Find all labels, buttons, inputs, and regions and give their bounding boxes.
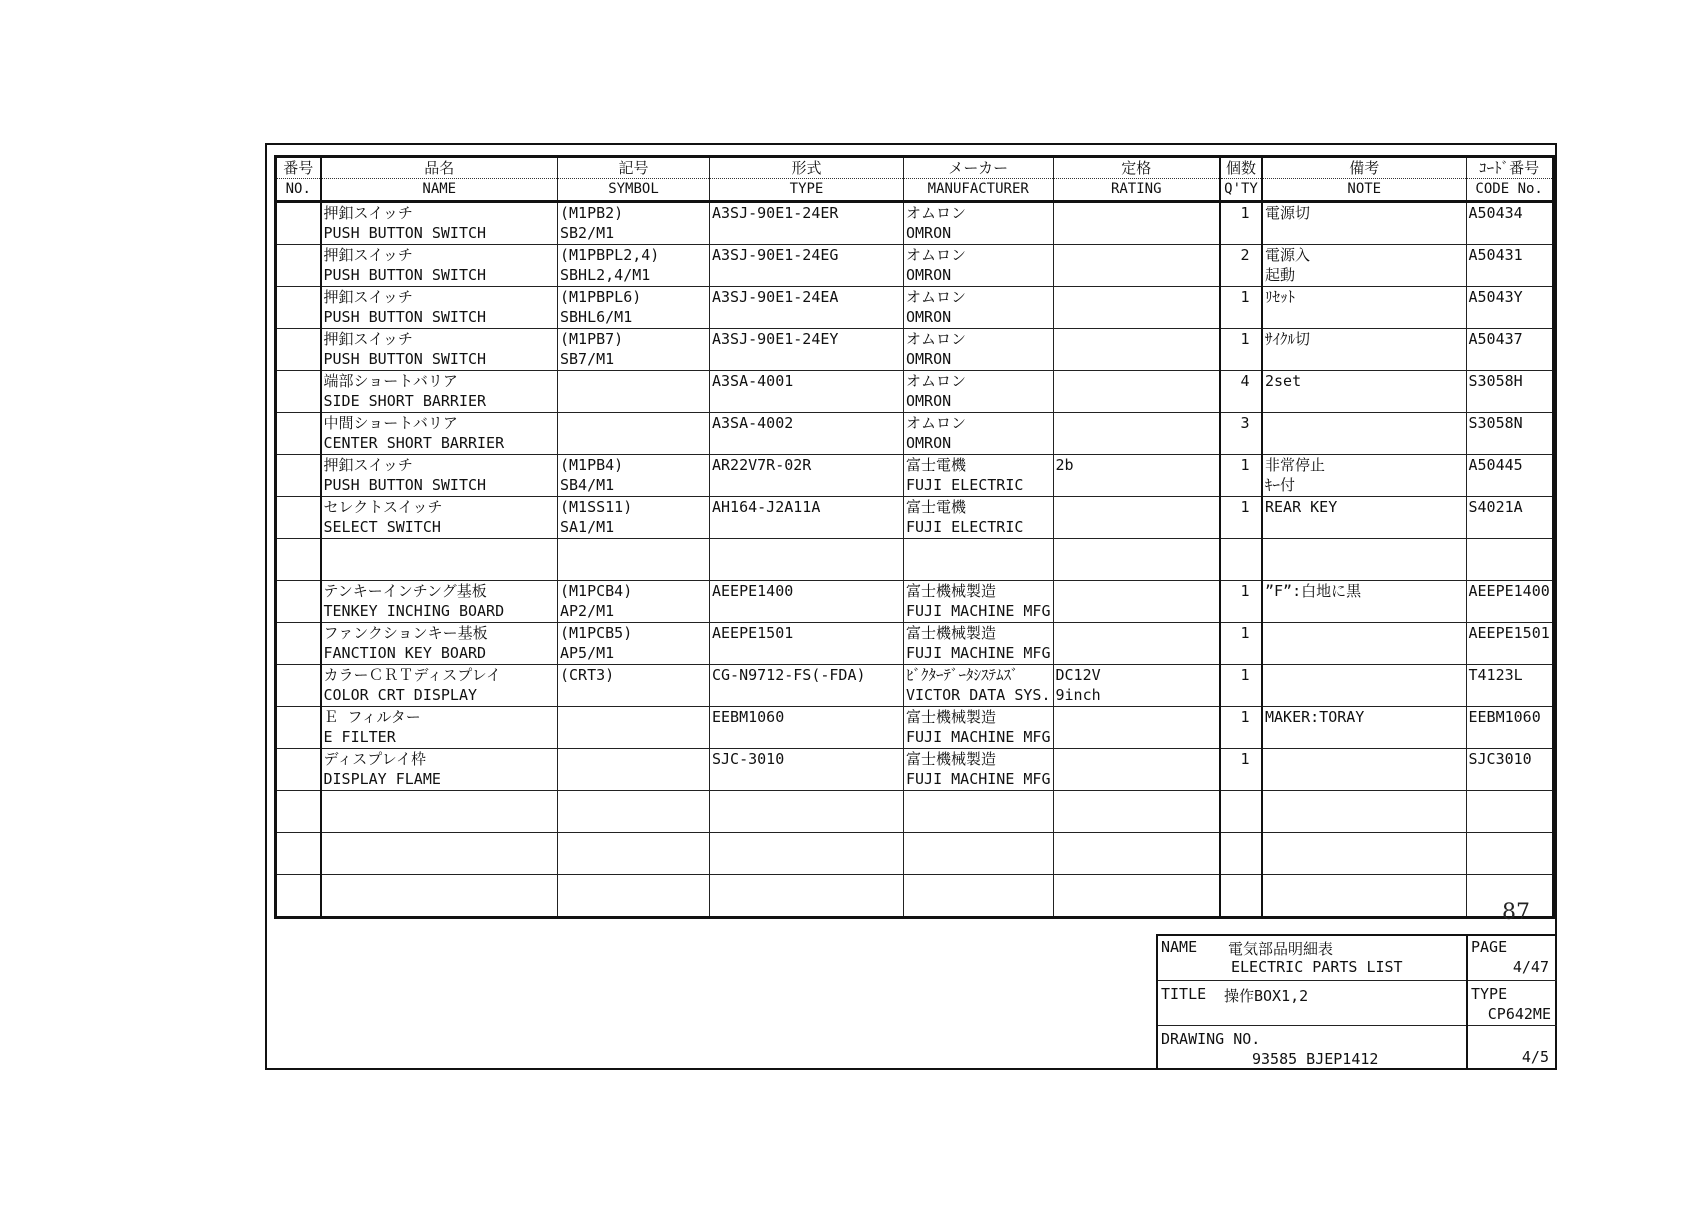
row-name-cell: セレクトスイッチ SELECT SWITCH bbox=[321, 497, 558, 539]
row-type-cell: SJC-3010 bbox=[710, 749, 904, 791]
row-symbol-cell bbox=[558, 707, 710, 749]
row-type-cell: A3SA-4002 bbox=[710, 413, 904, 455]
row-note-cell: 非常停止 ｷｰ付 bbox=[1262, 455, 1466, 497]
name-en: ELECTRIC PARTS LIST bbox=[1231, 958, 1403, 976]
row-no-cell bbox=[276, 665, 321, 707]
row-note-cell: ﾘｾｯﾄ bbox=[1262, 287, 1466, 329]
table-row bbox=[276, 413, 1554, 455]
row-maker-cell: オムロン OMRON bbox=[904, 371, 1054, 413]
table-row bbox=[276, 497, 1554, 539]
row-no-cell bbox=[276, 202, 321, 245]
type-value: CP642ME bbox=[1487, 1005, 1551, 1023]
row-maker-cell: 富士電機 FUJI ELECTRIC bbox=[904, 497, 1054, 539]
row-maker-cell bbox=[904, 833, 1054, 875]
row-code-cell: AEEPE1400 bbox=[1466, 581, 1553, 623]
row-maker-cell bbox=[904, 539, 1054, 581]
row-type-cell: EEBM1060 bbox=[710, 707, 904, 749]
row-qty-cell bbox=[1220, 875, 1262, 918]
row-type-cell: A3SJ-90E1-24EG bbox=[710, 245, 904, 287]
row-no-cell bbox=[276, 707, 321, 749]
table-row bbox=[276, 791, 1554, 833]
row-qty-cell: 1 bbox=[1220, 665, 1262, 707]
row-note-cell: 2set bbox=[1262, 371, 1466, 413]
row-type-cell bbox=[710, 875, 904, 918]
row-no-cell bbox=[276, 791, 321, 833]
row-type-cell bbox=[710, 791, 904, 833]
table-row bbox=[276, 749, 1554, 791]
row-maker-cell: オムロン OMRON bbox=[904, 202, 1054, 245]
row-rating-cell bbox=[1053, 707, 1220, 749]
row-note-cell bbox=[1262, 623, 1466, 665]
row-qty-cell: 3 bbox=[1220, 413, 1262, 455]
row-symbol-cell: (M1PB2) SB2/M1 bbox=[558, 202, 710, 245]
col-note-header: 備考 NOTE bbox=[1262, 157, 1466, 202]
name-jp: 電気部品明細表 bbox=[1228, 940, 1334, 958]
row-qty-cell: 1 bbox=[1220, 707, 1262, 749]
row-code-cell bbox=[1466, 539, 1553, 581]
row-rating-cell: 2b bbox=[1053, 455, 1220, 497]
row-name-cell: カラーＣＲＴディスプレイ COLOR CRT DISPLAY bbox=[321, 665, 558, 707]
row-maker-cell bbox=[904, 875, 1054, 918]
row-symbol-cell: (M1PBPL2,4) SBHL2,4/M1 bbox=[558, 245, 710, 287]
row-note-cell bbox=[1262, 539, 1466, 581]
row-name-cell bbox=[321, 875, 558, 918]
row-no-cell bbox=[276, 833, 321, 875]
parts-rows bbox=[276, 202, 1554, 918]
row-symbol-cell bbox=[558, 371, 710, 413]
row-qty-cell: 1 bbox=[1220, 329, 1262, 371]
row-qty-cell bbox=[1220, 833, 1262, 875]
row-note-cell: REAR KEY bbox=[1262, 497, 1466, 539]
row-symbol-cell: (M1PB7) SB7/M1 bbox=[558, 329, 710, 371]
row-qty-cell: 4 bbox=[1220, 371, 1262, 413]
type-label: TYPE bbox=[1471, 985, 1508, 1003]
row-qty-cell: 1 bbox=[1220, 287, 1262, 329]
row-type-cell: AR22V7R-02R bbox=[710, 455, 904, 497]
row-symbol-cell bbox=[558, 539, 710, 581]
row-rating-cell bbox=[1053, 833, 1220, 875]
row-rating-cell bbox=[1053, 202, 1220, 245]
row-type-cell: AEEPE1400 bbox=[710, 581, 904, 623]
row-note-cell: 電源切 bbox=[1262, 202, 1466, 245]
table-row bbox=[276, 707, 1554, 749]
row-maker-cell: ﾋﾞｸﾀｰﾃﾞｰﾀｼｽﾃﾑｽﾞ VICTOR DATA SYS. bbox=[904, 665, 1054, 707]
row-rating-cell bbox=[1053, 245, 1220, 287]
row-symbol-cell: (M1SS11) SA1/M1 bbox=[558, 497, 710, 539]
page-value: 4/47 bbox=[1512, 958, 1549, 976]
table-row bbox=[276, 455, 1554, 497]
row-code-cell: S3058H bbox=[1466, 371, 1553, 413]
row-maker-cell: オムロン OMRON bbox=[904, 245, 1054, 287]
table-row bbox=[276, 329, 1554, 371]
row-note-cell bbox=[1262, 413, 1466, 455]
row-no-cell bbox=[276, 623, 321, 665]
table-row bbox=[276, 287, 1554, 329]
page-label: PAGE bbox=[1471, 938, 1508, 956]
row-name-cell: 押釦スイッチ PUSH BUTTON SWITCH bbox=[321, 329, 558, 371]
row-no-cell bbox=[276, 329, 321, 371]
row-code-cell: A50445 bbox=[1466, 455, 1553, 497]
row-maker-cell bbox=[904, 791, 1054, 833]
row-no-cell bbox=[276, 413, 321, 455]
row-no-cell bbox=[276, 455, 321, 497]
row-maker-cell: オムロン OMRON bbox=[904, 329, 1054, 371]
row-name-cell: 端部ショートバリア SIDE SHORT BARRIER bbox=[321, 371, 558, 413]
row-name-cell: テンキーインチング基板 TENKEY INCHING BOARD bbox=[321, 581, 558, 623]
row-name-cell bbox=[321, 833, 558, 875]
table-row bbox=[276, 202, 1554, 245]
row-qty-cell bbox=[1220, 791, 1262, 833]
row-note-cell: 電源入 起動 bbox=[1262, 245, 1466, 287]
row-type-cell: A3SJ-90E1-24ER bbox=[710, 202, 904, 245]
row-type-cell: A3SJ-90E1-24EA bbox=[710, 287, 904, 329]
row-qty-cell: 2 bbox=[1220, 245, 1262, 287]
title-drawing-section bbox=[1158, 1026, 1466, 1070]
row-code-cell: A5043Y bbox=[1466, 287, 1553, 329]
row-no-cell bbox=[276, 875, 321, 918]
drawing-label: DRAWING NO. bbox=[1161, 1030, 1261, 1048]
handwritten-mark: 87 bbox=[1502, 900, 1530, 925]
row-rating-cell bbox=[1053, 287, 1220, 329]
row-symbol-cell bbox=[558, 875, 710, 918]
row-code-cell: S4021A bbox=[1466, 497, 1553, 539]
col-rating-header: 定格 RATING bbox=[1053, 157, 1220, 202]
name-label: NAME bbox=[1161, 938, 1198, 956]
table-row bbox=[276, 539, 1554, 581]
row-note-cell bbox=[1262, 665, 1466, 707]
row-rating-cell bbox=[1053, 371, 1220, 413]
row-type-cell: A3SJ-90E1-24EY bbox=[710, 329, 904, 371]
row-note-cell bbox=[1262, 875, 1466, 918]
table-row bbox=[276, 665, 1554, 707]
row-note-cell bbox=[1262, 833, 1466, 875]
row-note-cell bbox=[1262, 749, 1466, 791]
row-maker-cell: 富士機械製造 FUJI MACHINE MFG bbox=[904, 623, 1054, 665]
row-qty-cell: 1 bbox=[1220, 623, 1262, 665]
row-name-cell: Ｅ フィルター E FILTER bbox=[321, 707, 558, 749]
title-value: 操作BOX1,2 bbox=[1224, 987, 1309, 1005]
row-qty-cell: 1 bbox=[1220, 202, 1262, 245]
table-row bbox=[276, 581, 1554, 623]
row-rating-cell bbox=[1053, 497, 1220, 539]
col-name-header: 品名 NAME bbox=[321, 157, 558, 202]
row-symbol-cell bbox=[558, 749, 710, 791]
col-type-header: 形式 TYPE bbox=[710, 157, 904, 202]
row-type-cell bbox=[710, 539, 904, 581]
row-type-cell: AEEPE1501 bbox=[710, 623, 904, 665]
row-code-cell bbox=[1466, 833, 1553, 875]
row-name-cell: ファンクションキー基板 FANCTION KEY BOARD bbox=[321, 623, 558, 665]
row-no-cell bbox=[276, 371, 321, 413]
row-code-cell: SJC3010 bbox=[1466, 749, 1553, 791]
row-qty-cell: 1 bbox=[1220, 581, 1262, 623]
row-symbol-cell: (CRT3) bbox=[558, 665, 710, 707]
sheet-value: 4/5 bbox=[1521, 1048, 1549, 1066]
row-name-cell: 押釦スイッチ PUSH BUTTON SWITCH bbox=[321, 245, 558, 287]
row-code-cell: S3058N bbox=[1466, 413, 1553, 455]
table-row bbox=[276, 371, 1554, 413]
row-code-cell: T4123L bbox=[1466, 665, 1553, 707]
row-code-cell: A50431 bbox=[1466, 245, 1553, 287]
row-note-cell: ”F”:白地に黒 bbox=[1262, 581, 1466, 623]
row-rating-cell bbox=[1053, 413, 1220, 455]
row-code-cell bbox=[1466, 791, 1553, 833]
row-name-cell: ディスプレイ枠 DISPLAY FLAME bbox=[321, 749, 558, 791]
row-maker-cell: オムロン OMRON bbox=[904, 287, 1054, 329]
row-symbol-cell: (M1PBPL6) SBHL6/M1 bbox=[558, 287, 710, 329]
col-maker-header: メーカー MANUFACTURER bbox=[904, 157, 1054, 202]
row-note-cell: ｻｲｸﾙ切 bbox=[1262, 329, 1466, 371]
parts-table bbox=[274, 155, 1555, 919]
row-rating-cell bbox=[1053, 623, 1220, 665]
row-symbol-cell: (M1PCB5) AP5/M1 bbox=[558, 623, 710, 665]
row-qty-cell bbox=[1220, 539, 1262, 581]
row-name-cell: 押釦スイッチ PUSH BUTTON SWITCH bbox=[321, 287, 558, 329]
row-symbol-cell bbox=[558, 791, 710, 833]
row-symbol-cell bbox=[558, 833, 710, 875]
row-name-cell: 押釦スイッチ PUSH BUTTON SWITCH bbox=[321, 202, 558, 245]
table-row bbox=[276, 875, 1554, 918]
col-qty-header: 個数 Q'TY bbox=[1220, 157, 1262, 202]
row-code-cell: AEEPE1501 bbox=[1466, 623, 1553, 665]
row-type-cell bbox=[710, 833, 904, 875]
row-rating-cell: DC12V 9inch bbox=[1053, 665, 1220, 707]
row-symbol-cell: (M1PB4) SB4/M1 bbox=[558, 455, 710, 497]
row-rating-cell bbox=[1053, 539, 1220, 581]
title-label: TITLE bbox=[1161, 985, 1207, 1003]
row-name-cell bbox=[321, 539, 558, 581]
row-type-cell: CG-N9712-FS(-FDA) bbox=[710, 665, 904, 707]
row-rating-cell bbox=[1053, 749, 1220, 791]
row-no-cell bbox=[276, 245, 321, 287]
row-type-cell: A3SA-4001 bbox=[710, 371, 904, 413]
row-symbol-cell bbox=[558, 413, 710, 455]
title-block bbox=[1156, 934, 1557, 1070]
table-row bbox=[276, 623, 1554, 665]
col-no-header: 番号 NO. bbox=[276, 157, 321, 202]
row-name-cell bbox=[321, 791, 558, 833]
table-row bbox=[276, 833, 1554, 875]
row-qty-cell: 1 bbox=[1220, 455, 1262, 497]
row-maker-cell: 富士電機 FUJI ELECTRIC bbox=[904, 455, 1054, 497]
row-rating-cell bbox=[1053, 791, 1220, 833]
row-name-cell: 押釦スイッチ PUSH BUTTON SWITCH bbox=[321, 455, 558, 497]
row-note-cell: MAKER:TORAY bbox=[1262, 707, 1466, 749]
row-no-cell bbox=[276, 497, 321, 539]
table-row bbox=[276, 245, 1554, 287]
col-symbol-header: 記号 SYMBOL bbox=[558, 157, 710, 202]
row-code-cell: EEBM1060 bbox=[1466, 707, 1553, 749]
row-no-cell bbox=[276, 539, 321, 581]
col-code-header: ｺｰﾄﾞ番号 CODE No. bbox=[1466, 157, 1553, 202]
row-type-cell: AH164-J2A11A bbox=[710, 497, 904, 539]
row-code-cell: A50437 bbox=[1466, 329, 1553, 371]
row-name-cell: 中間ショートバリア CENTER SHORT BARRIER bbox=[321, 413, 558, 455]
row-no-cell bbox=[276, 287, 321, 329]
row-rating-cell bbox=[1053, 581, 1220, 623]
row-maker-cell: オムロン OMRON bbox=[904, 413, 1054, 455]
row-qty-cell: 1 bbox=[1220, 497, 1262, 539]
row-no-cell bbox=[276, 581, 321, 623]
row-symbol-cell: (M1PCB4) AP2/M1 bbox=[558, 581, 710, 623]
row-maker-cell: 富士機械製造 FUJI MACHINE MFG bbox=[904, 749, 1054, 791]
row-rating-cell bbox=[1053, 875, 1220, 918]
drawing-value: 93585 BJEP1412 bbox=[1252, 1050, 1379, 1068]
row-rating-cell bbox=[1053, 329, 1220, 371]
row-note-cell bbox=[1262, 791, 1466, 833]
row-maker-cell: 富士機械製造 FUJI MACHINE MFG bbox=[904, 707, 1054, 749]
page-box bbox=[1466, 936, 1557, 1070]
row-qty-cell: 1 bbox=[1220, 749, 1262, 791]
header-row bbox=[276, 157, 1554, 202]
row-no-cell bbox=[276, 749, 321, 791]
row-maker-cell: 富士機械製造 FUJI MACHINE MFG bbox=[904, 581, 1054, 623]
row-code-cell: A50434 bbox=[1466, 202, 1553, 245]
